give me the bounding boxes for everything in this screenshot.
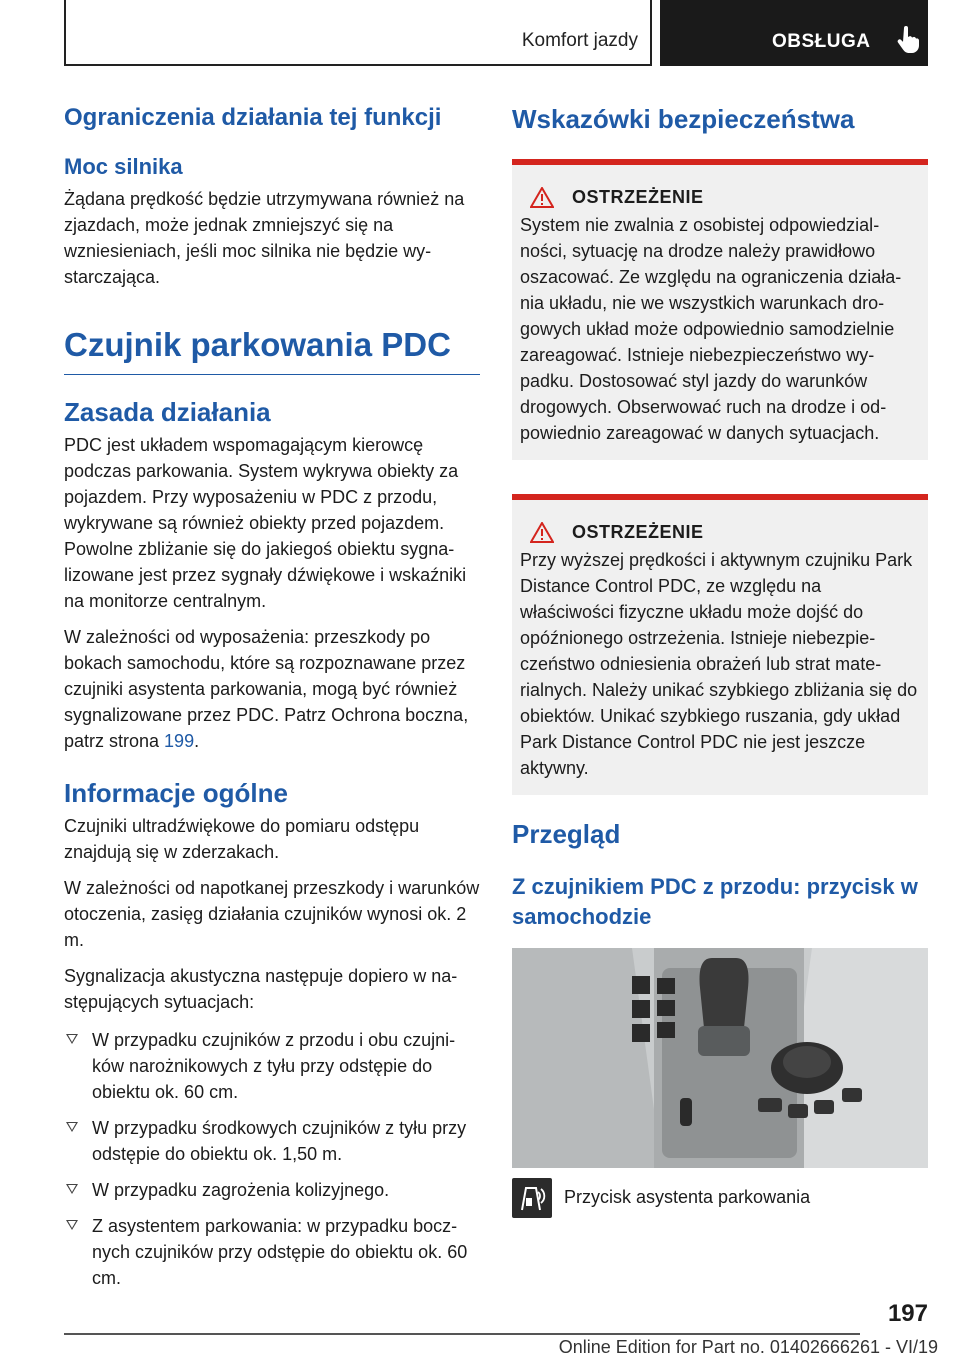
general-paragraph-3: Sygnalizacja akustyczna następuje dopiero w następujących sytuacjach: bbox=[64, 966, 458, 1012]
warning-header bbox=[520, 522, 918, 543]
list-item: Z asystentem parkowania: w przypadku bocznych czujników przy odstępie do obiektu ok. 60 cm. bbox=[64, 1213, 480, 1291]
limits-heading: Ograniczenia działania tej funkcji bbox=[64, 104, 442, 131]
warning-header bbox=[520, 187, 918, 208]
warning-text: System nie zwalnia z osobistej odpowiedzialności, sytuację na drodze należy prawidłowo oszacować. Ze względu na ograniczenia działania układu, nie we wszystkich warunkach drogowych układ może odpowiednio samodzielnie zareagować. Istnieje niebezpieczeństwo wypadku. Dostosować styl jazdy do warunków drogowych. Obserwować ruch na drodze i odpowiednio zareagować w danych sytuacjach. bbox=[520, 215, 902, 443]
header-section-box bbox=[64, 0, 652, 66]
general-heading: Informacje ogólne bbox=[64, 778, 288, 808]
principle-paragraph-2 bbox=[64, 624, 480, 754]
header-section-title: Komfort jazdy bbox=[521, 30, 638, 51]
warning-box-2 bbox=[512, 494, 928, 795]
signal-list bbox=[64, 1027, 480, 1291]
warning-label: OSTRZEŻENIE bbox=[572, 522, 704, 542]
page-link-199[interactable]: 199 bbox=[164, 731, 195, 751]
warning-triangle-icon bbox=[530, 522, 554, 543]
header-chapter-title: OBSŁUGA bbox=[772, 31, 871, 52]
pdc-heading-rule bbox=[64, 374, 480, 375]
header-chapter-box bbox=[660, 0, 928, 66]
park-assist-icon bbox=[512, 1178, 552, 1218]
warning-box-1 bbox=[512, 159, 928, 460]
console-photo bbox=[512, 948, 928, 1168]
bullet-triangle-icon bbox=[66, 1184, 78, 1194]
engine-paragraph: Żądana prędkość będzie utrzymywana również na zjazdach, może jednak zmniejszyć się na wzniesieniach, jeśli moc silnika nie będzie wystarczająca. bbox=[64, 189, 465, 287]
bullet-triangle-icon bbox=[66, 1034, 78, 1044]
list-item: W przypadku zagrożenia kolizyjnego. bbox=[64, 1177, 480, 1203]
button-heading: Z czujnikiem PDC z przodu: przycisk w samochodzie bbox=[512, 874, 918, 929]
principle-paragraph-1: PDC jest układem wspomagającym kierowcę podczas parkowania. System wykrywa obiekty za pojazdem. Przy wyposażeniu w PDC z przodu, wykrywane są również obiekty przed pojazdem. Powolne zbliżanie się do jakiegoś obiektu sygnalizowane jest przez sygnały dźwiękowe i wskaźniki na monitorze centralnym. bbox=[64, 435, 467, 611]
console-illustration bbox=[512, 948, 928, 1168]
overview-heading: Przegląd bbox=[512, 819, 621, 849]
list-item: W przypadku czujników z przodu i obu czujników narożnikowych z tyłu przy odstępie do obiektu ok. 60 cm. bbox=[64, 1027, 480, 1105]
page-header bbox=[64, 0, 928, 66]
safety-heading: Wskazówki bezpieczeństwa bbox=[512, 104, 855, 134]
warning-label: OSTRZEŻENIE bbox=[572, 187, 704, 207]
bullet-triangle-icon bbox=[66, 1122, 78, 1132]
hand-pointer-icon bbox=[896, 26, 920, 54]
general-paragraph-2: W zależności od napotkanej przeszkody i warunków otoczenia, zasięg działania czujników wynosi ok. 2 m. bbox=[64, 878, 480, 950]
principle-heading: Zasada działania bbox=[64, 397, 271, 427]
list-item: W przypadku środkowych czujników z tyłu przy odstępie do obiektu ok. 1,50 m. bbox=[64, 1115, 480, 1167]
figure-caption bbox=[512, 1178, 928, 1218]
caption-text: Przycisk asystenta parkowania bbox=[564, 1187, 811, 1207]
engine-heading: Moc silnika bbox=[64, 154, 183, 179]
left-column bbox=[64, 100, 480, 1301]
bullet-triangle-icon bbox=[66, 1220, 78, 1230]
general-paragraph-1: Czujniki ultradźwiękowe do pomiaru odstępu znajdują się w zderzakach. bbox=[64, 816, 420, 862]
principle-text: W zależności od wyposażenia: przeszkody po bokach samochodu, które są rozpoznawane przez czujniki asystenta parkowania, mogą być również sygnalizowane przez PDC. Patrz Ochrona boczna, patrz strona bbox=[64, 627, 469, 751]
pdc-heading: Czujnik parkowania PDC bbox=[64, 326, 451, 363]
warning-triangle-icon bbox=[530, 187, 554, 208]
footer-edition: Online Edition for Part no. 01402666261 - VI/19 bbox=[558, 1337, 938, 1357]
page-number: 197 bbox=[887, 1300, 928, 1327]
footer-rule bbox=[64, 1333, 860, 1335]
right-column bbox=[512, 100, 928, 1218]
principle-end: . bbox=[194, 731, 200, 751]
warning-text: Przy wyższej prędkości i aktywnym czujniku Park Distance Control PDC, ze względu na właściwości fizyczne układu może dojść do opóźnionego ostrzeżenia. Istnieje niebezpieczeństwo odniesienia obrażeń lub strat materialnych. Należy unikać szybkiego zbliżania się do obiektów. Unikać szybkiego ruszania, gdy układ Park Distance Control PDC nie jest jeszcze aktywny. bbox=[520, 550, 918, 778]
